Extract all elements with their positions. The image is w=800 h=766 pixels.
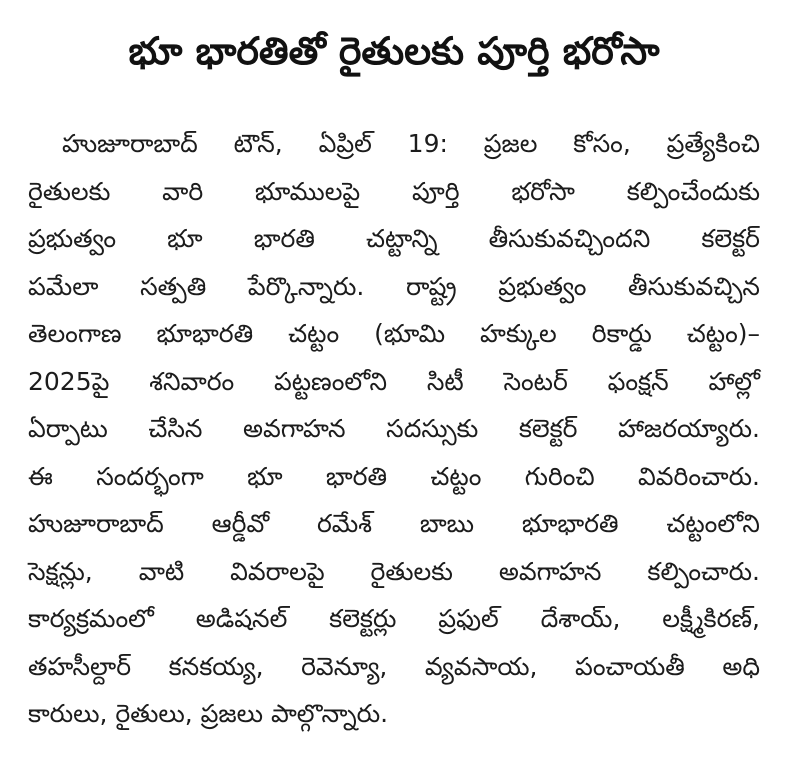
body-line: తెలంగాణ భూభారతి చట్టం (భూమి హక్కుల రికార్డు చట్టం)– [28, 319, 760, 348]
body-line: తహసీల్దార్ కనకయ్య, రెవెన్యూ, వ్యవసాయ, పంచాయతీ అధి [28, 651, 760, 681]
body-line: 2025పై శనివారం పట్టణంలోని సిటీ సెంటర్ ఫంక్షన్ హాల్లో [28, 366, 760, 396]
article-headline: భూ భారతితో రైతులకు పూర్తి భరోసా [128, 29, 660, 73]
body-line: రైతులకు వారి భూములపై పూర్తి భరోసా కల్పించేందుకు [28, 176, 760, 206]
article-body [28, 120, 760, 738]
body-line: ప్రభుత్వం భూ భారతి చట్టాన్ని తీసుకువచ్చిందని కలెక్టర్ [28, 224, 760, 253]
body-line: పమేలా సత్పతి పేర్కొన్నారు. రాష్ట్ర ప్రభుత్వం తీసుకువచ్చిన [28, 271, 760, 301]
body-line: కారులు, రైతులు, ప్రజలు పాల్గొన్నారు. [28, 699, 389, 728]
body-line: సెక్షన్లు, వాటి వివరాలపై రైతులకు అవగాహన కల్పించారు. [28, 556, 760, 586]
body-line: హుజూరాబాద్ టౌన్, ఏప్రిల్ 19: ప్రజల కోసం, ప్రత్యేకించి [62, 129, 760, 158]
body-line: కార్యక్రమంలో అడిషనల్ కలెక్టర్లు ప్రఫుల్ దేశాయ్, లక్ష్మీకిరణ్, [28, 604, 760, 633]
body-line: హుజూరాబాద్ ఆర్డీవో రమేశ్ బాబు భూభారతి చట్టంలోని [28, 509, 760, 538]
body-line: ఈ సందర్భంగా భూ భారతి చట్టం గురించి వివరించారు. [28, 461, 760, 491]
body-line: ఏర్పాటు చేసిన అవగాహన సదస్సుకు కలెక్టర్ హాజరయ్యారు. [28, 414, 760, 443]
